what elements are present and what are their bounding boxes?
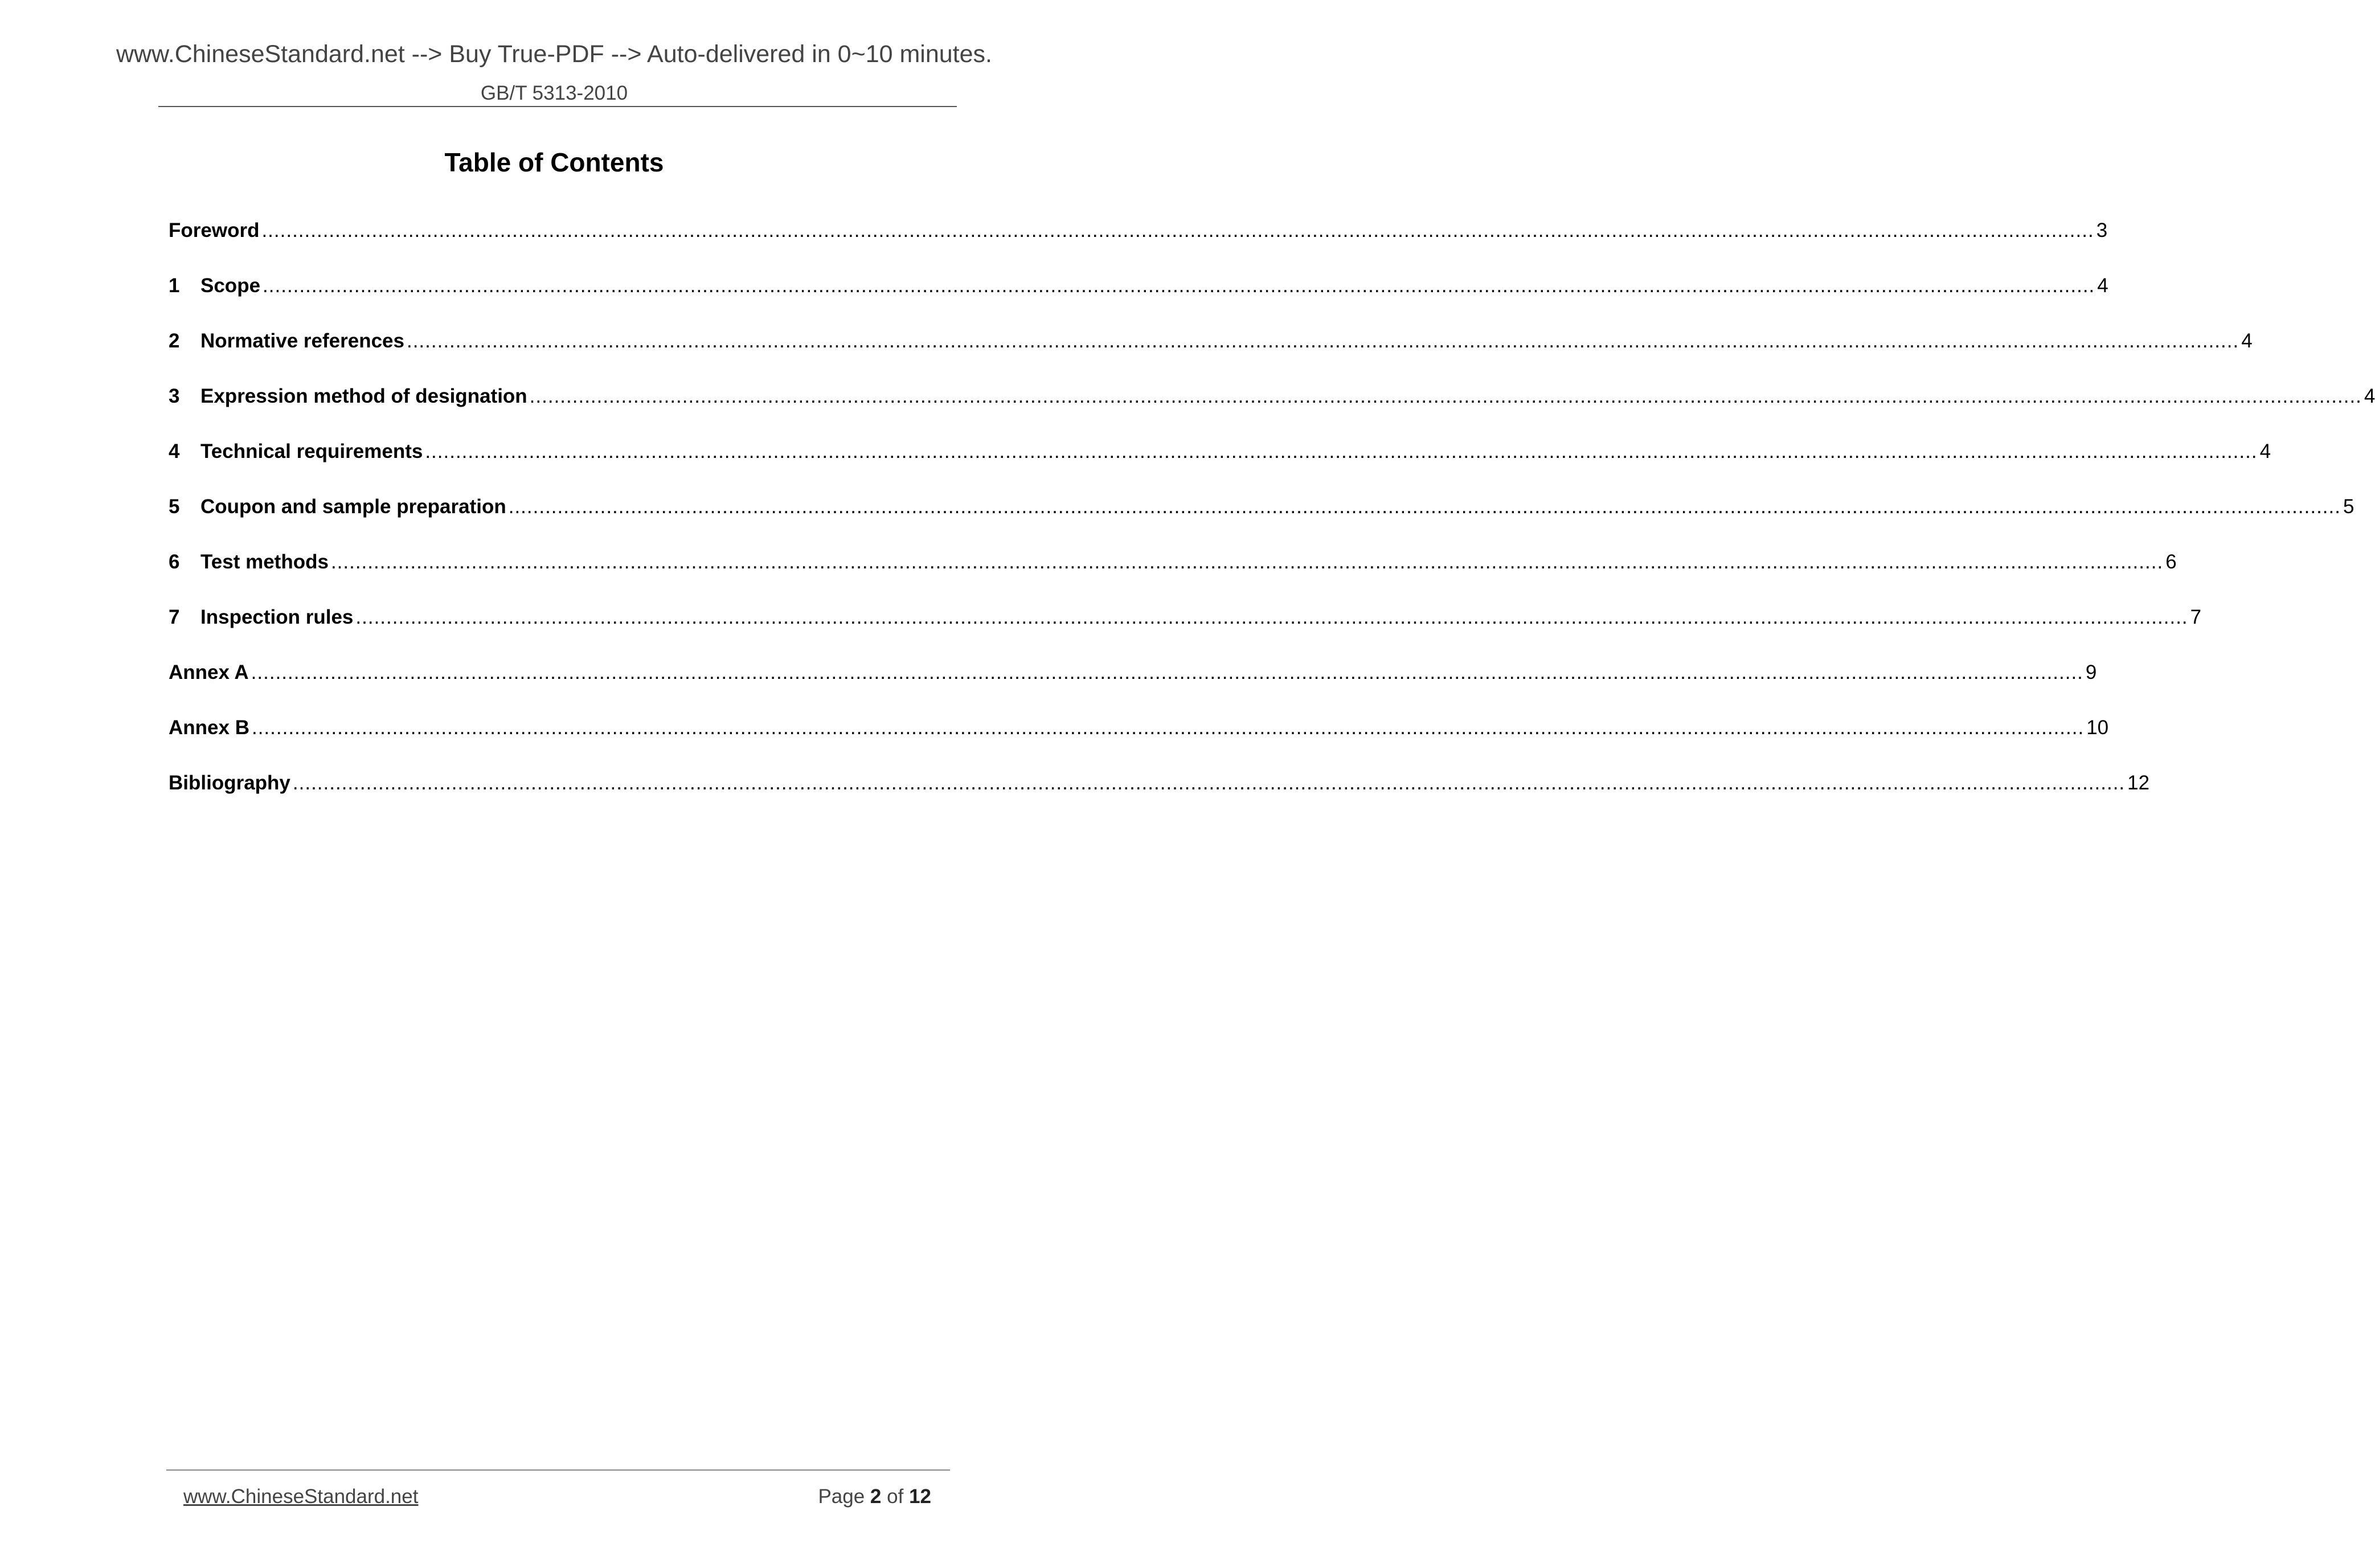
toc-entry-scope[interactable] <box>169 273 2108 328</box>
toc-entry-annex-b[interactable] <box>169 715 2109 770</box>
toc-entry-technical-requirements[interactable] <box>169 439 2271 494</box>
toc-entry-label: Test methods <box>200 551 329 573</box>
toc-entry-number: 3 <box>169 385 180 407</box>
toc-entry-label: Technical requirements <box>200 440 423 462</box>
toc-entry-label: Annex A <box>169 661 249 683</box>
toc-entry-page: 12 <box>2127 772 2150 794</box>
footer-website-link[interactable]: www.ChineseStandard.net <box>183 1485 419 1508</box>
toc-entry-expression-method[interactable] <box>169 383 2375 439</box>
toc-entry-coupon-sample-preparation[interactable] <box>169 494 2354 549</box>
toc-entry-page: 4 <box>2259 440 2271 462</box>
toc-leader-dots: ............................................................................................................................................................................................................................................................................................................ <box>292 772 2126 794</box>
toc-entry-test-methods[interactable] <box>169 549 2177 604</box>
toc-entry-page: 4 <box>2364 385 2375 407</box>
toc-entry-label: Inspection rules <box>200 606 354 628</box>
toc-leader-dots: ............................................................................................................................................................................................................................................................................................................ <box>251 717 2085 739</box>
toc-entry-page: 4 <box>2097 275 2108 297</box>
toc-leader-dots: ............................................................................................................................................................................................................................................................................................................ <box>529 385 2362 407</box>
footer-divider <box>166 1469 950 1471</box>
page-current: 2 <box>870 1485 882 1508</box>
page-total: 12 <box>909 1485 931 1508</box>
toc-entry-page: 7 <box>2190 606 2202 628</box>
toc-entry-number: 1 <box>169 275 180 297</box>
toc-leader-dots: ............................................................................................................................................................................................................................................................................................................ <box>406 330 2239 352</box>
toc-entry-inspection-rules[interactable] <box>169 604 2202 660</box>
toc-entry-page: 5 <box>2343 496 2354 518</box>
toc-entry-page: 9 <box>2085 661 2097 683</box>
toc-leader-dots: ............................................................................................................................................................................................................................................................................................................ <box>355 606 2188 628</box>
header-divider <box>158 106 957 107</box>
toc-entry-label: Annex B <box>169 717 249 739</box>
toc-leader-dots: ............................................................................................................................................................................................................................................................................................................ <box>263 275 2095 297</box>
toc-entry-page: 6 <box>2165 551 2177 573</box>
toc-leader-dots: ............................................................................................................................................................................................................................................................................................................ <box>261 219 2094 241</box>
toc-entry-label: Coupon and sample preparation <box>200 496 506 518</box>
header-banner: www.ChineseStandard.net --> Buy True-PDF --> Auto-delivered in 0~10 minutes. <box>116 40 992 68</box>
toc-entry-foreword[interactable] <box>169 218 2108 273</box>
toc-entry-page: 4 <box>2241 330 2253 352</box>
page-indicator <box>818 1487 931 1506</box>
toc-entry-page: 10 <box>2086 717 2109 739</box>
toc-entry-label: Scope <box>200 275 261 297</box>
toc-entry-number: 4 <box>169 440 180 462</box>
toc-leader-dots: ............................................................................................................................................................................................................................................................................................................ <box>330 551 2164 573</box>
toc-entry-label: Normative references <box>200 330 404 352</box>
toc-entry-label: Bibliography <box>169 772 290 794</box>
toc-entry-label: Foreword <box>169 219 260 241</box>
toc-entry-label: Expression method of designation <box>200 385 527 407</box>
page-title: Table of Contents <box>444 148 664 177</box>
toc-entry-number: 6 <box>169 551 180 573</box>
page-of: of <box>887 1485 904 1508</box>
table-of-contents <box>169 218 2375 825</box>
toc-leader-dots: ............................................................................................................................................................................................................................................................................................................ <box>251 661 2083 683</box>
toc-entry-number: 5 <box>169 496 180 518</box>
document-code: GB/T 5313-2010 <box>480 82 628 104</box>
toc-entry-normative-references[interactable] <box>169 328 2253 383</box>
toc-entry-annex-a[interactable] <box>169 660 2097 715</box>
toc-entry-bibliography[interactable] <box>169 770 2150 825</box>
toc-entry-number: 2 <box>169 330 180 352</box>
toc-leader-dots: ............................................................................................................................................................................................................................................................................................................ <box>508 496 2341 518</box>
page-prefix: Page <box>818 1485 865 1508</box>
toc-leader-dots: ............................................................................................................................................................................................................................................................................................................ <box>425 440 2258 462</box>
toc-entry-page: 3 <box>2096 219 2108 241</box>
toc-entry-number: 7 <box>169 606 180 628</box>
